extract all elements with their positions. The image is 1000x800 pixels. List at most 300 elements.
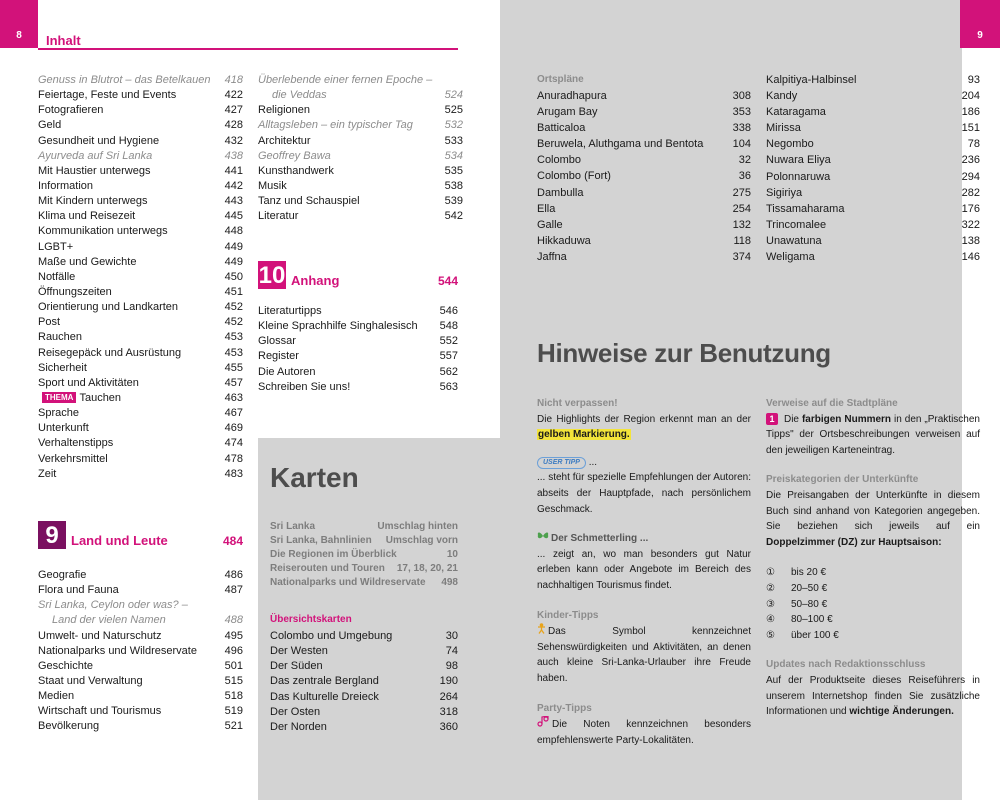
toc-entry [537, 120, 751, 136]
user-tipp-badge: USER TIPP [537, 457, 586, 469]
chapter-number: 9 [38, 521, 66, 549]
toc-entry-text: Nationalparks und Wildreservate [270, 577, 426, 588]
toc-entry-label [270, 520, 315, 534]
toc-entry [38, 361, 243, 376]
toc-entry-text: Mirissa [766, 122, 801, 135]
toc-entry-page: 318 [439, 705, 458, 718]
toc-entry [258, 88, 463, 103]
toc-entry-label [38, 73, 210, 88]
toc-entry-page [219, 598, 243, 613]
hinweise-heading: Hinweise zur Benutzung [537, 338, 831, 368]
toc-entry-text: Kommunikation unterwegs [38, 225, 168, 238]
toc-entry-label [38, 689, 74, 704]
toc-entry-label [766, 201, 844, 217]
toc-entry-page: 275 [732, 186, 751, 199]
toc-entry-text: Architektur [258, 134, 311, 147]
price-category-range: bis 20 € [791, 567, 827, 579]
toc-entry [537, 233, 751, 249]
toc-entry-text: Polonnaruwa [766, 170, 831, 183]
toc-entry [38, 674, 243, 689]
toc-entry-label [38, 255, 136, 270]
toc-entry-label [766, 88, 797, 104]
user-tipp-text: ... steht für spezielle Empfehlungen der Autoren: abseits der Hauptpfade, nach persönlichem Geschmack. [537, 472, 751, 515]
toc-entry [537, 217, 751, 233]
toc-entry-page: 542 [444, 210, 463, 223]
toc-entry-page: 562 [439, 365, 458, 378]
butterfly-text: ... zeigt an, wo man besonders gut Natur erleben kann oder Angebote im Bereich des nachhaltigen Tourismus findet. [537, 548, 751, 591]
toc-entry-text: Information [38, 179, 94, 192]
toc-entry-page: 104 [732, 138, 751, 151]
toc-entry [270, 534, 458, 548]
toc-entry-text: Die Regionen im Überblick [270, 549, 397, 560]
toc-entry-page: 427 [224, 104, 243, 117]
toc-entry-label [270, 548, 397, 562]
toc-entry-label [38, 224, 168, 239]
toc-entry-label [38, 583, 119, 598]
toc-entry-label [38, 421, 89, 436]
toc-entry-text: Mit Kindern unterwegs [38, 195, 148, 208]
toc-entry-label [258, 164, 334, 179]
toc-entry [766, 185, 980, 201]
toc-entry-text: Reiserouten und Touren [270, 563, 385, 574]
toc-entry-page: 442 [224, 179, 243, 192]
toc-entry [258, 149, 463, 164]
toc-entry [38, 436, 243, 451]
toc-entry-label [270, 674, 379, 689]
toc-entry-text: Glossar [258, 335, 296, 348]
toc-entry-label [537, 249, 567, 265]
toc-entry [38, 391, 243, 406]
toc-entry [270, 548, 458, 562]
toc-entry-page: 483 [224, 467, 243, 480]
toc-entry-text: Kataragama [766, 106, 826, 119]
toc-entry [766, 169, 980, 185]
price-category [766, 597, 980, 613]
chapter-page: 484 [222, 534, 243, 548]
toc-entry-label [38, 361, 87, 376]
toc-entry-label [38, 391, 121, 406]
toc-entry-text: Jaffna [537, 250, 567, 263]
right-page-number-tab [960, 0, 1000, 48]
toc-column-left [38, 73, 243, 482]
toc-entry-text: Religionen [258, 104, 310, 117]
toc-entry-page: 190 [439, 675, 458, 688]
toc-entry-text: Literatur [258, 210, 299, 223]
toc-entry-text: Klima und Reisezeit [38, 210, 136, 223]
toc-entry-text: Tanz und Schauspiel [258, 195, 360, 208]
toc-entry-page: 132 [732, 218, 751, 231]
price-text [766, 488, 980, 550]
toc-entry [766, 217, 980, 233]
toc-entry [38, 149, 243, 164]
must-see-heading: Nicht verpassen! [537, 398, 618, 409]
toc-entry-label [38, 209, 135, 224]
toc-entry-page: 534 [444, 149, 463, 162]
toc-entry-label [258, 103, 310, 118]
toc-entry [270, 520, 458, 534]
toc-entry-label [270, 705, 320, 720]
chapter-title: Anhang [291, 273, 340, 288]
toc-entry-text: Feiertage, Feste und Events [38, 89, 177, 102]
left-page-number-tab [0, 0, 38, 48]
toc-entry-page: 452 [224, 316, 243, 329]
toc-entry-text: Der Westen [270, 645, 328, 658]
toc-entry-page: 463 [224, 391, 243, 404]
price-category-range: 50–80 € [791, 598, 828, 610]
hinweise-column-left [537, 396, 751, 748]
city-map-bold: farbigen Nummern [801, 413, 892, 425]
party-body: Die Noten kennzeichnen besonders empfehlenswerte Party-Lokalitäten. [537, 719, 751, 746]
toc-entry [270, 720, 458, 735]
toc-entry-text: Nuwara Eliya [766, 154, 831, 167]
toc-entry-text: Gesundheit und Hygiene [38, 134, 160, 147]
toc-entry [38, 164, 243, 179]
toc-entry-page: 452 [224, 301, 243, 314]
toc-entry-label [258, 334, 296, 349]
toc-entry-text: Alltagsleben – ein typischer Tag [258, 119, 413, 132]
toc-entry-text: Der Norden [270, 720, 327, 733]
toc-entry-page: 422 [224, 89, 243, 102]
price-category-number: ③ [766, 598, 775, 610]
toc-entry [38, 88, 243, 103]
toc-entry-page: 282 [961, 186, 980, 199]
toc-entry [38, 421, 243, 436]
toc-entry-page: 552 [439, 335, 458, 348]
toc-entry [38, 719, 243, 734]
toc-entry [38, 255, 243, 270]
price-category-range: 20–50 € [791, 582, 828, 594]
toc-entry-label [537, 217, 563, 233]
toc-entry-text: Sri Lanka, Bahnlinien [270, 535, 372, 546]
toc-entry-page: 515 [224, 674, 243, 687]
toc-entry-page: 146 [961, 251, 980, 264]
toc-entry-text: Sport und Aktivitäten [38, 376, 139, 389]
toc-appendix [258, 304, 458, 395]
ortsplaene-column-1 [537, 88, 751, 265]
toc-entry [537, 152, 751, 168]
kids-heading: Kinder-Tipps [537, 609, 599, 621]
toc-entry [766, 201, 980, 217]
toc-entry-page: 138 [961, 234, 980, 247]
toc-entry [38, 134, 243, 149]
party-icon [537, 716, 550, 733]
toc-entry-label [38, 330, 82, 345]
toc-entry-text: Orientierung und Landkarten [38, 301, 179, 314]
toc-entry-label [537, 136, 703, 152]
toc-entry-label [766, 104, 826, 120]
toc-entry [270, 644, 458, 659]
toc-entry [38, 224, 243, 239]
toc-entry-text: Überlebende einer fernen Epoche – [258, 74, 433, 86]
updates-heading: Updates nach Redaktionsschluss [766, 659, 926, 671]
price-category [766, 628, 980, 644]
toc-entry [270, 629, 458, 644]
toc-entry-text: Kandy [766, 90, 798, 103]
toc-entry-page: 236 [961, 154, 980, 167]
toc-entry [270, 705, 458, 720]
toc-entry [270, 659, 458, 674]
toc-entry-page: 98 [445, 660, 458, 673]
toc-entry-text: Colombo (Fort) [537, 170, 611, 183]
toc-entry-text: Notfälle [38, 270, 76, 283]
toc-entry-page: 538 [444, 179, 463, 192]
toc-entry-label [38, 704, 161, 719]
toc-entry [38, 300, 243, 315]
toc-entry-text: Sigiriya [766, 186, 803, 199]
toc-entry-page: 487 [224, 584, 243, 597]
toc-entry [537, 104, 751, 120]
toc-entry-text: Hikkaduwa [537, 234, 591, 247]
toc-entry-text: Literaturtipps [258, 305, 322, 317]
toc-entry [537, 136, 751, 152]
toc-entry-label [258, 179, 287, 194]
toc-entry [766, 120, 980, 136]
toc-entry-label [38, 164, 151, 179]
toc-entry-label [38, 346, 181, 361]
toc-entry-page: 374 [732, 250, 751, 263]
toc-entry [766, 136, 980, 152]
toc-entry-page: 455 [224, 361, 243, 374]
toc-entry-page: 443 [224, 195, 243, 208]
butterfly-heading-text: Der Schmetterling ... [551, 533, 649, 545]
toc-entry-label [258, 349, 299, 364]
toc-entry-label [537, 185, 583, 201]
toc-entry [258, 304, 458, 319]
toc-entry-text: Das zentrale Bergland [270, 675, 379, 688]
chapter-9-header [38, 517, 243, 549]
toc-entry-text: Der Osten [270, 705, 321, 718]
toc-entry [258, 334, 458, 349]
toc-entry-label [38, 134, 159, 149]
toc-entry-label [537, 233, 591, 249]
toc-entry-text: Unawatuna [766, 234, 822, 247]
toc-entry-text: Bevölkerung [38, 720, 100, 733]
toc-entry [537, 168, 751, 184]
toc-entry-label [766, 72, 857, 88]
city-map-text [766, 412, 980, 459]
page-title: Inhalt [46, 33, 81, 48]
toc-entry-label [270, 562, 385, 576]
city-map-text-b: in den „Praktischen Tipps" der Ortsbeschreibungen verweisen auf den jeweiligen Karteneintrag. [766, 413, 980, 456]
price-category [766, 581, 980, 597]
toc-entry-page: 488 [224, 614, 243, 627]
toc-entry [38, 270, 243, 285]
price-category-range: 80–100 € [791, 614, 833, 626]
toc-entry-text: Genuss in Blutrot – das Betelkauen [38, 74, 211, 86]
toc-entry-page: 539 [444, 195, 463, 208]
thema-badge: THEMA [42, 392, 76, 403]
butterfly-heading [537, 531, 751, 547]
toc-entry [38, 330, 243, 345]
toc-entry [38, 452, 243, 467]
toc-entry-label [766, 185, 802, 201]
toc-entry-page: 496 [224, 644, 243, 657]
toc-entry [38, 583, 243, 598]
toc-entry [38, 406, 243, 421]
toc-entry-label [38, 118, 61, 133]
toc-entry-page: 533 [444, 134, 463, 147]
toc-entry-page: 432 [224, 134, 243, 147]
toc-entry-text: Die Autoren [258, 365, 316, 378]
toc-entry [38, 103, 243, 118]
toc-entry-page: 10 [446, 549, 458, 560]
toc-entry-text: Galle [537, 218, 563, 231]
updates-bold: wichtige Änderungen. [849, 706, 954, 718]
toc-entry [38, 629, 243, 644]
toc-entry-label [38, 194, 147, 209]
toc-entry [38, 209, 243, 224]
toc-entry-label [270, 690, 379, 705]
toc-entry-text: Verhaltenstipps [38, 437, 114, 450]
chapter-10-header [258, 259, 458, 289]
toc-entry-page: 453 [224, 331, 243, 344]
toc-entry-text: Anuradhapura [537, 90, 607, 102]
toc-entry-label [537, 88, 607, 104]
toc-entry-page: 74 [445, 645, 458, 658]
toc-entry-text: Schreiben Sie uns! [258, 380, 351, 393]
toc-entry [258, 209, 463, 224]
toc-entry-text: Der Süden [270, 660, 323, 673]
toc-entry-text: Register [258, 350, 299, 363]
toc-entry [38, 315, 243, 330]
toc-entry-page: 453 [224, 346, 243, 359]
toc-entry-label [38, 406, 79, 421]
toc-entry [258, 179, 463, 194]
toc-entry-label [38, 467, 56, 482]
toc-entry-text: Sprache [38, 407, 79, 420]
toc-entry-page: 501 [224, 659, 243, 672]
price-category [766, 612, 980, 628]
toc-entry-page: 17, 18, 20, 21 [396, 563, 458, 574]
toc-entry-text: Musik [258, 179, 287, 192]
toc-entry-page: 521 [224, 720, 243, 733]
toc-entry-label [537, 168, 611, 184]
toc-entry-page: 438 [224, 149, 243, 162]
highlight-marker: gelben Markierung. [538, 429, 630, 441]
toc-entry-page: 563 [439, 380, 458, 393]
price-heading: Preiskategorien der Unterkünfte [766, 474, 919, 486]
toc-entry-label [766, 233, 822, 249]
toc-entry-label [766, 217, 826, 233]
toc-entry-page: 441 [224, 164, 243, 177]
toc-entry-page: 176 [961, 202, 980, 215]
toc-entry [766, 88, 980, 104]
price-category [766, 565, 980, 581]
toc-entry [38, 285, 243, 300]
toc-entry-label [537, 152, 581, 168]
toc-entry-page: 469 [224, 422, 243, 435]
toc-entry [38, 73, 243, 88]
kids-icon [537, 623, 546, 640]
toc-entry-label [38, 300, 178, 315]
toc-entry-label [258, 380, 350, 395]
toc-entry-label [38, 644, 197, 659]
ortsplaene-heading: Ortspläne [537, 74, 584, 85]
toc-entry [258, 319, 458, 334]
toc-entry-text: Zeit [38, 467, 57, 480]
toc-entry-page: 474 [224, 437, 243, 450]
toc-entry-page: 525 [444, 104, 463, 117]
toc-entry-label [52, 613, 166, 628]
toc-entry [38, 704, 243, 719]
toc-entry-label [272, 88, 327, 103]
toc-entry-page: 495 [224, 629, 243, 642]
toc-entry-page: 519 [224, 705, 243, 718]
toc-entry-page: 308 [732, 90, 751, 102]
toc-entry-text: Ella [537, 202, 556, 215]
right-page-number: 9 [977, 30, 983, 41]
toc-entry-label [537, 104, 598, 120]
toc-entry-page [439, 73, 463, 88]
toc-entry-text: Trincomalee [766, 218, 827, 231]
must-see-body: Die Highlights der Region erkennt man an der [537, 413, 751, 425]
toc-entry-label [270, 576, 426, 590]
toc-entry-label [258, 118, 413, 133]
toc-entry-page: 557 [439, 350, 458, 363]
toc-entry-label [38, 240, 73, 255]
toc-entry-label [258, 149, 331, 164]
toc-entry-label [258, 304, 322, 319]
toc-entry-text: Rauchen [38, 331, 83, 344]
toc-entry-label [38, 719, 99, 734]
city-map-text-a: Die [783, 413, 799, 425]
toc-entry-text: Reisegepäck und Ausrüstung [38, 346, 182, 359]
toc-entry-label [258, 209, 298, 224]
toc-entry-text: Verkehrsmittel [38, 452, 108, 465]
toc-entry-label [258, 319, 418, 334]
price-text-a: Die Preisangaben der Unterkünfte in diesem Buch sind anhand von Kategorien angegeben. Sie beziehen sich jeweils auf ein [766, 489, 980, 533]
toc-entry-text: Kleine Sprachhilfe Singhalesisch [258, 320, 418, 333]
toc-entry-text: Post [38, 316, 61, 329]
toc-entry-label [38, 285, 112, 300]
toc-entry [258, 194, 463, 209]
toc-entry-page: 518 [224, 690, 243, 703]
toc-entry-page: 428 [224, 119, 243, 132]
toc-entry-label [38, 436, 113, 451]
user-tipp-ellipsis: ... [588, 456, 598, 468]
toc-entry-label [38, 659, 93, 674]
toc-entry [258, 134, 463, 149]
chapter-number: 10 [258, 262, 286, 289]
toc-entry-text: Sri Lanka [270, 521, 316, 532]
updates-text [766, 673, 980, 720]
toc-entry [38, 613, 243, 628]
toc-entry-page: 186 [961, 106, 980, 119]
price-category-range: über 100 € [791, 629, 839, 641]
toc-entry-label [38, 376, 139, 391]
toc-entry-text: Negombo [766, 138, 814, 151]
toc-entry-label [270, 629, 392, 644]
toc-entry-page: 524 [444, 89, 463, 102]
toc-entry-text: LGBT+ [38, 240, 74, 253]
toc-entry [258, 73, 463, 88]
toc-entry-text: Colombo und Umgebung [270, 630, 393, 642]
toc-entry-page: 78 [967, 138, 980, 151]
toc-entry-page: 532 [444, 119, 463, 132]
toc-entry-text: Unterkunft [38, 422, 89, 435]
toc-entry [258, 380, 458, 395]
number-marker-icon: 1 [766, 413, 778, 425]
toc-entry-label [766, 249, 815, 265]
toc-entry-label [38, 315, 60, 330]
toc-entry-label [258, 134, 311, 149]
toc-entry [270, 690, 458, 705]
toc-entry [258, 103, 463, 118]
toc-entry-text: Flora und Fauna [38, 584, 119, 597]
toc-entry [270, 674, 458, 689]
toc-entry-label [38, 103, 103, 118]
toc-entry [38, 346, 243, 361]
